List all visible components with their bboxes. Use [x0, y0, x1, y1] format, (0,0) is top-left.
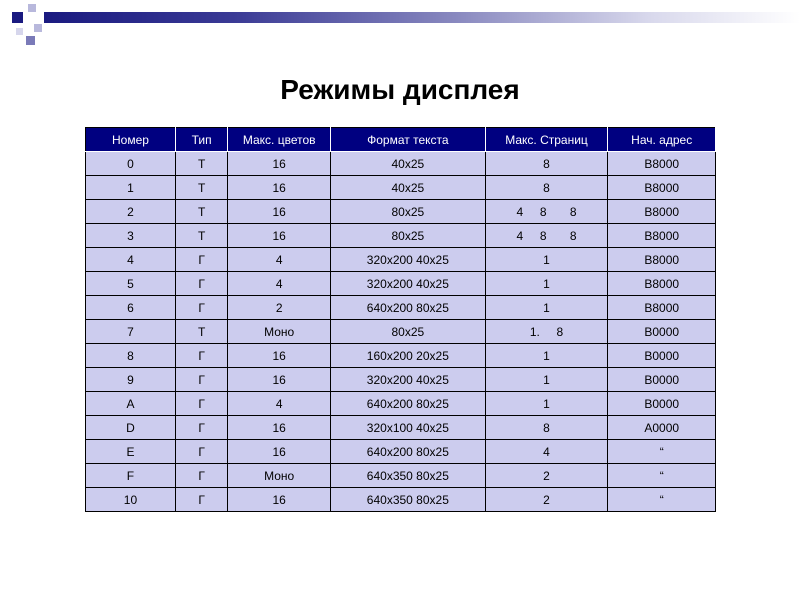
- table-cell: 1: [485, 296, 608, 320]
- header-row: [86, 128, 716, 152]
- table-cell: 1: [485, 392, 608, 416]
- table-cell: 320x200 40x25: [331, 248, 486, 272]
- table-cell: 16: [228, 176, 331, 200]
- table-cell: 640x200 80x25: [331, 296, 486, 320]
- table-cell: Г: [175, 488, 227, 512]
- table-cell: Г: [175, 440, 227, 464]
- table-cell: 1: [86, 176, 176, 200]
- table-cell: Г: [175, 464, 227, 488]
- table-cell: E: [86, 440, 176, 464]
- table-cell: 640x350 80x25: [331, 464, 486, 488]
- table-cell: 9: [86, 368, 176, 392]
- table-cell: 320x200 40x25: [331, 368, 486, 392]
- table-cell: 80x25: [331, 200, 486, 224]
- table-cell: 2: [228, 296, 331, 320]
- table-cell: 16: [228, 200, 331, 224]
- table-cell: B8000: [608, 176, 716, 200]
- table-cell: 2: [485, 464, 608, 488]
- table-cell: B8000: [608, 152, 716, 176]
- table-cell: B8000: [608, 296, 716, 320]
- column-header: Формат текста: [331, 128, 486, 152]
- table-cell: Г: [175, 248, 227, 272]
- table-cell: Т: [175, 152, 227, 176]
- table-cell: B8000: [608, 248, 716, 272]
- table-cell: 10: [86, 488, 176, 512]
- table-cell: 640x350 80x25: [331, 488, 486, 512]
- table-cell: 16: [228, 440, 331, 464]
- table-cell: B8000: [608, 224, 716, 248]
- table-cell: B8000: [608, 272, 716, 296]
- table-row: [86, 296, 716, 320]
- table-cell: “: [608, 440, 716, 464]
- table-row: [86, 152, 716, 176]
- table-cell: 0: [86, 152, 176, 176]
- deco-square-mid: [26, 36, 35, 45]
- table-row: [86, 272, 716, 296]
- table-cell: F: [86, 464, 176, 488]
- table-row: [86, 320, 716, 344]
- table-row: [86, 344, 716, 368]
- column-header: Нач. адрес: [608, 128, 716, 152]
- table-row: [86, 368, 716, 392]
- table-cell: 16: [228, 416, 331, 440]
- table-cell: 4 8 8: [485, 200, 608, 224]
- table-row: [86, 440, 716, 464]
- page-title: Режимы дисплея: [280, 74, 520, 105]
- table-cell: 4: [228, 248, 331, 272]
- table-cell: 16: [228, 368, 331, 392]
- table-row: [86, 176, 716, 200]
- table-cell: Г: [175, 272, 227, 296]
- table-cell: Г: [175, 344, 227, 368]
- column-header: Макс. Страниц: [485, 128, 608, 152]
- table-row: [86, 248, 716, 272]
- table-cell: 16: [228, 224, 331, 248]
- table-cell: 320x200 40x25: [331, 272, 486, 296]
- table-cell: 640x200 80x25: [331, 440, 486, 464]
- table-row: [86, 464, 716, 488]
- column-header: Макс. цветов: [228, 128, 331, 152]
- table-cell: 160x200 20x25: [331, 344, 486, 368]
- table-cell: 40x25: [331, 176, 486, 200]
- column-header: Номер: [86, 128, 176, 152]
- table-cell: 1: [485, 248, 608, 272]
- table-cell: 5: [86, 272, 176, 296]
- table-row: [86, 392, 716, 416]
- table-cell: 1: [485, 344, 608, 368]
- table-cell: 640x200 80x25: [331, 392, 486, 416]
- table-cell: 3: [86, 224, 176, 248]
- table-cell: 1: [485, 368, 608, 392]
- deco-square-light: [16, 28, 23, 35]
- table-cell: 8: [485, 176, 608, 200]
- table-cell: 6: [86, 296, 176, 320]
- table-row: [86, 488, 716, 512]
- table-cell: 8: [485, 152, 608, 176]
- table-cell: B0000: [608, 344, 716, 368]
- table-row: [86, 416, 716, 440]
- table-cell: 80x25: [331, 224, 486, 248]
- table-row: [86, 224, 716, 248]
- column-header: Тип: [175, 128, 227, 152]
- display-modes-table: [85, 127, 716, 512]
- table-cell: 4: [228, 392, 331, 416]
- table-cell: 16: [228, 152, 331, 176]
- table-cell: Г: [175, 392, 227, 416]
- table-cell: B0000: [608, 392, 716, 416]
- deco-square-navy: [12, 12, 23, 23]
- table-cell: 4: [485, 440, 608, 464]
- table-cell: 1. 8: [485, 320, 608, 344]
- table-cell: B8000: [608, 200, 716, 224]
- table-cell: “: [608, 464, 716, 488]
- table-cell: B0000: [608, 320, 716, 344]
- table-body: [86, 152, 716, 512]
- table-cell: Моно: [228, 320, 331, 344]
- table-cell: 1: [485, 272, 608, 296]
- table-cell: 2: [86, 200, 176, 224]
- table-cell: Т: [175, 320, 227, 344]
- table-cell: Г: [175, 416, 227, 440]
- table-cell: 16: [228, 488, 331, 512]
- deco-square-light: [34, 24, 42, 32]
- table-cell: Г: [175, 368, 227, 392]
- table-cell: Г: [175, 296, 227, 320]
- table-row: [86, 200, 716, 224]
- table-cell: 80x25: [331, 320, 486, 344]
- table-cell: 8: [485, 416, 608, 440]
- table-cell: 4: [86, 248, 176, 272]
- table-cell: Моно: [228, 464, 331, 488]
- table-cell: A: [86, 392, 176, 416]
- table-cell: 4 8 8: [485, 224, 608, 248]
- header-gradient-bar: [44, 12, 800, 23]
- table-cell: 320x100 40x25: [331, 416, 486, 440]
- table-cell: 40x25: [331, 152, 486, 176]
- table-cell: Т: [175, 200, 227, 224]
- table-cell: Т: [175, 224, 227, 248]
- table-cell: 7: [86, 320, 176, 344]
- table-cell: 16: [228, 344, 331, 368]
- table-cell: 2: [485, 488, 608, 512]
- table-cell: A0000: [608, 416, 716, 440]
- table-cell: 4: [228, 272, 331, 296]
- deco-square-light: [28, 4, 36, 12]
- table-cell: “: [608, 488, 716, 512]
- table-cell: Т: [175, 176, 227, 200]
- table-cell: D: [86, 416, 176, 440]
- table-cell: 8: [86, 344, 176, 368]
- table-cell: B0000: [608, 368, 716, 392]
